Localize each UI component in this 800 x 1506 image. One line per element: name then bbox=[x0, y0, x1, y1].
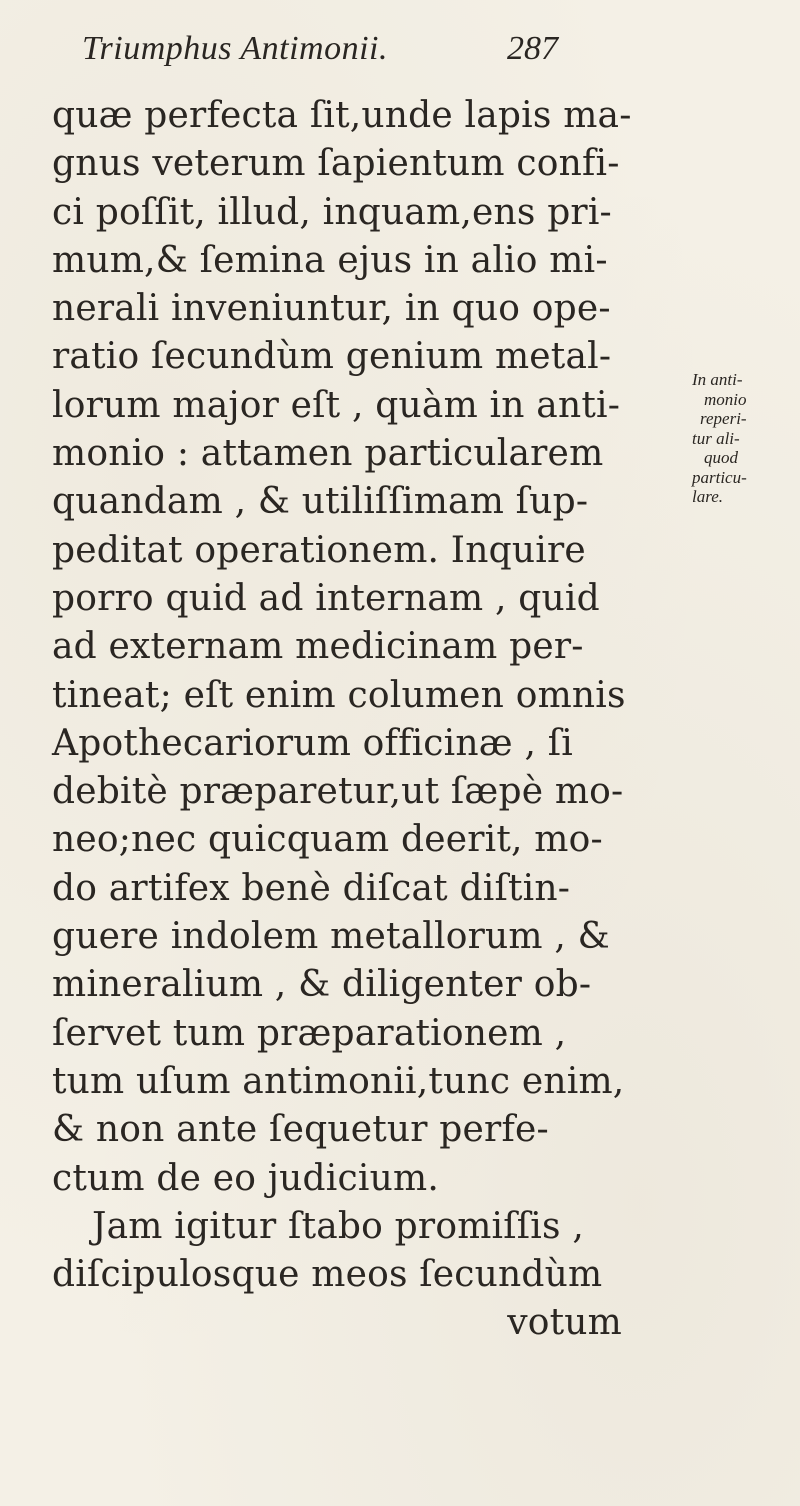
margin-note-line: In anti- bbox=[692, 370, 743, 389]
text-line: mineralium , & diligenter ob- bbox=[52, 964, 592, 1006]
text-line: tineat; eſt enim columen omnis bbox=[52, 674, 626, 716]
page-header bbox=[82, 30, 682, 80]
running-title: Triumphus Antimonii. bbox=[82, 30, 388, 67]
text-line: quæ perfecta ſit,unde lapis ma- bbox=[52, 95, 632, 136]
marginal-note bbox=[692, 370, 792, 507]
text-line: lorum major eſt , quàm in anti- bbox=[52, 384, 621, 426]
text-line: peditat operationem. Inquire bbox=[52, 529, 586, 571]
text-line: do artifex benè diſcat diſtin- bbox=[52, 867, 571, 909]
text-line: ctum de eo judicium. bbox=[52, 1157, 439, 1199]
text-line: tum uſum antimonii,tunc enim, bbox=[52, 1060, 625, 1102]
text-line: ſervet tum præparationem , bbox=[52, 1012, 567, 1054]
text-line: mum,& ſemina ejus in alio mi- bbox=[52, 239, 608, 281]
text-line: debitè præparetur,ut ſæpè mo- bbox=[52, 771, 624, 813]
text-line: & non ante ſequetur perfe- bbox=[52, 1109, 549, 1151]
text-line: quandam , & utiliſſimam ſup- bbox=[52, 481, 589, 523]
text-line: ratio ſecundùm genium metal- bbox=[52, 336, 612, 378]
text-line: ad externam medicinam per- bbox=[52, 626, 584, 668]
margin-note-line: particu- bbox=[692, 467, 747, 487]
text-line: Jam igitur ſtabo promiſſis , bbox=[92, 1205, 584, 1247]
text-line: guere indolem metallorum , & bbox=[52, 916, 610, 958]
margin-note-line: quod bbox=[704, 448, 738, 467]
text-line: ci poſſit, illud, inquam,ens pri- bbox=[52, 191, 612, 233]
text-line: gnus veterum ſapientum confi- bbox=[52, 143, 620, 185]
body-text bbox=[52, 92, 632, 1348]
text-line: Apothecariorum officinæ , ſi bbox=[52, 722, 573, 764]
text-line: nerali inveniuntur, in quo ope- bbox=[52, 288, 611, 330]
page-number: 287 bbox=[507, 30, 558, 67]
text-line: diſcipulosque meos ſecundùm bbox=[52, 1254, 603, 1296]
text-line: porro quid ad internam , quid bbox=[52, 577, 600, 619]
text-line: monio : attamen particularem bbox=[52, 433, 604, 475]
text-line: neo;nec quicquam deerit, mo- bbox=[52, 819, 603, 861]
margin-note-line: lare. bbox=[692, 487, 724, 506]
margin-note-line: tur ali- bbox=[692, 428, 740, 448]
margin-note-line: reperi- bbox=[700, 409, 747, 428]
catchword: votum bbox=[507, 1302, 622, 1344]
margin-note-line: monio bbox=[704, 389, 747, 409]
